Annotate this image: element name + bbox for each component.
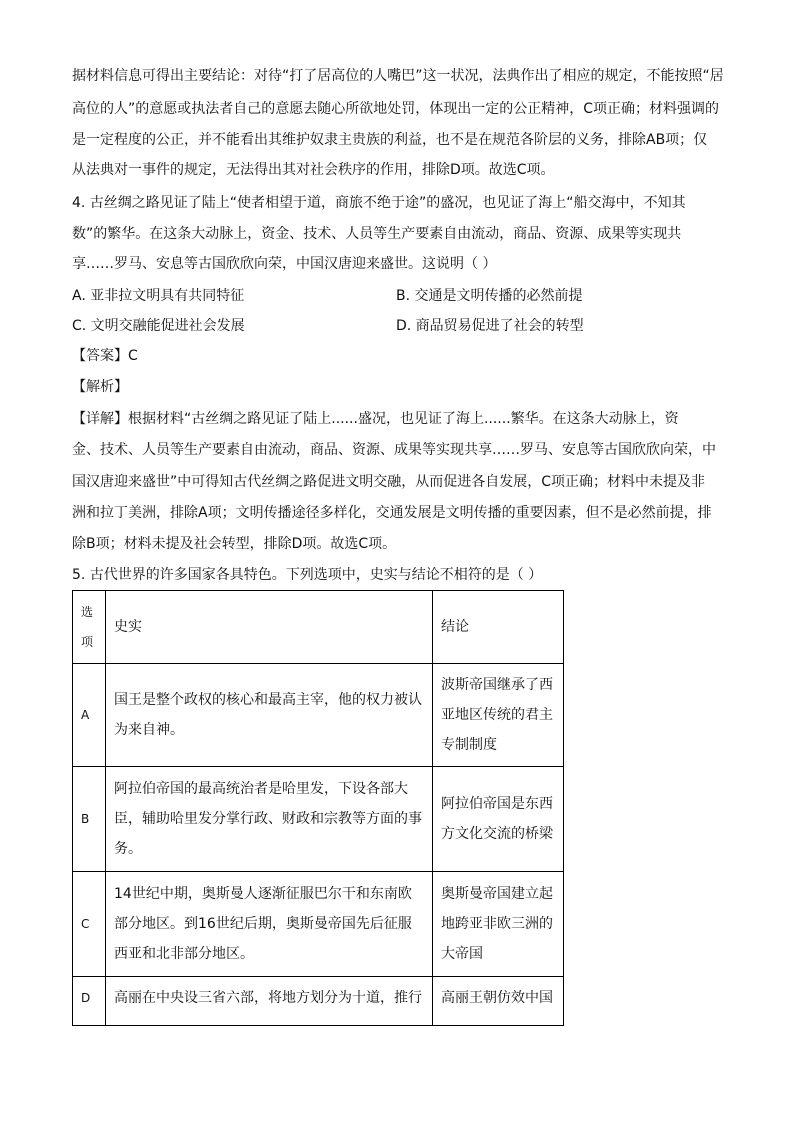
row-conclusion: 波斯帝国继承了西亚地区传统的君主专制制度 bbox=[433, 664, 564, 767]
q4-stem-line-2: 数”的繁华。在这条大动脉上，资金、技术、人员等生产要素自由流动，商品、资源、成果等实现共 bbox=[72, 226, 682, 242]
table-row bbox=[73, 767, 564, 872]
q4-answer bbox=[72, 346, 732, 366]
row-conclusion: 奥斯曼帝国建立起地跨亚非欧三洲的大帝国 bbox=[433, 872, 564, 977]
answer-value: C bbox=[128, 348, 138, 364]
q3-analysis-line-3: 是一定程度的公正，并不能看出其维护奴隶主贵族的利益，也不是在规范各阶层的义务，排除AB项；仅 bbox=[72, 132, 708, 148]
q3-analysis-line-1: 据材料信息可得出主要结论：对待“打了居高位的人嘴巴”这一状况，法典作出了相应的规定，不能按照“居 bbox=[72, 68, 724, 84]
table-row bbox=[73, 664, 564, 767]
q4-detail-line-4: 洲和拉丁美洲，排除A项；文明传播途径多样化，交通发展是文明传播的重要因素，但不是必然前提，排 bbox=[72, 505, 712, 521]
q4-analysis-tag: 【解析】 bbox=[72, 379, 128, 395]
q5-stem: 5. 古代世界的许多国家各具特色。下列选项中，史实与结论不相符的是（ ） bbox=[72, 567, 543, 583]
row-option: A bbox=[73, 664, 106, 767]
q4-option-d: D. 商品贸易促进了社会的转型 bbox=[396, 318, 584, 334]
q4-detail-line-1: 【详解】根据材料“古丝绸之路见证了陆上......盛况，也见证了海上......繁华。在这条大动脉上，资 bbox=[72, 411, 679, 427]
q4-stem-line-1: 4. 古丝绸之路见证了陆上“使者相望于道，商旅不绝于途”的盛况，也见证了海上“船交海中，不知其 bbox=[72, 195, 686, 211]
q4-option-a: A. 亚非拉文明具有共同特征 bbox=[72, 288, 245, 304]
row-option: C bbox=[73, 872, 106, 977]
q4-option-c: C. 文明交融能促进社会发展 bbox=[72, 318, 245, 334]
q3-analysis-line-4: 从法典对一事件的规定，无法得出其对社会秩序的作用，排除D项。故选C项。 bbox=[72, 162, 555, 178]
row-fact: 14世纪中期，奥斯曼人逐渐征服巴尔干和东南欧部分地区。到16世纪后期，奥斯曼帝国先后征服西亚和北非部分地区。 bbox=[106, 872, 433, 977]
q4-detail-line-2: 金、技术、人员等生产要素自由流动，商品、资源、成果等实现共享……罗马、安息等古国欣欣向荣，中 bbox=[72, 442, 716, 458]
row-conclusion: 高丽王朝仿效中国 bbox=[433, 977, 564, 1026]
q4-stem-line-3: 享……罗马、安息等古国欣欣向荣，中国汉唐迎来盛世。这说明（ ） bbox=[72, 256, 497, 272]
row-fact: 高丽在中央设三省六部，将地方划分为十道，推行 bbox=[106, 977, 433, 1026]
row-option: D bbox=[73, 977, 106, 1026]
header-conclusion: 结论 bbox=[433, 591, 564, 664]
table-row bbox=[73, 977, 564, 1026]
answer-tag: 【答案】 bbox=[72, 348, 128, 364]
row-conclusion: 阿拉伯帝国是东西方文化交流的桥梁 bbox=[433, 767, 564, 872]
q5-table bbox=[72, 590, 564, 1026]
q3-analysis-line-2: 高位的人”的意愿或执法者自己的意愿去随心所欲地处罚，体现出一定的公正精神，C项正确；材料强调的 bbox=[72, 101, 720, 117]
row-fact: 国王是整个政权的核心和最高主宰，他的权力被认为来自神。 bbox=[106, 664, 433, 767]
header-option: 选项 bbox=[73, 591, 106, 664]
row-option: B bbox=[73, 767, 106, 872]
q4-option-b: B. 交通是文明传播的必然前提 bbox=[396, 288, 583, 304]
header-fact: 史实 bbox=[106, 591, 433, 664]
table-header-row bbox=[73, 591, 564, 664]
q4-detail-line-5: 除B项；材料未提及社会转型，排除D项。故选C项。 bbox=[72, 536, 397, 552]
table-row bbox=[73, 872, 564, 977]
row-fact: 阿拉伯帝国的最高统治者是哈里发，下设各部大臣，辅助哈里发分掌行政、财政和宗教等方面的事务。 bbox=[106, 767, 433, 872]
q4-detail-line-3: 国汉唐迎来盛世”中可得知古代丝绸之路促进文明交融，从而促进各自发展，C项正确；材料中未提及非 bbox=[72, 474, 706, 490]
